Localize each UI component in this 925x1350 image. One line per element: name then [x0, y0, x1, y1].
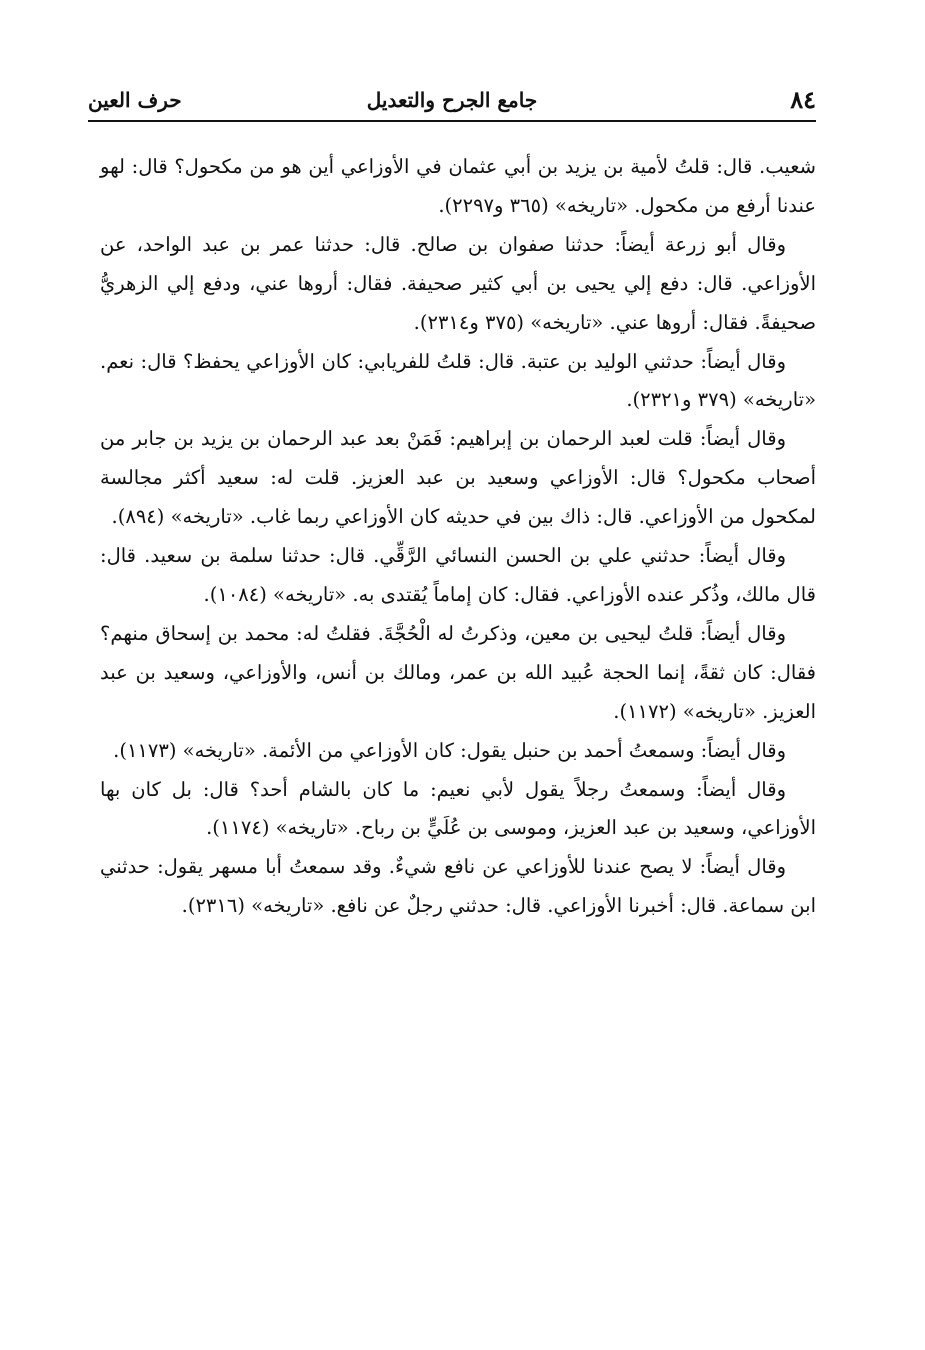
paragraph: وقال أيضاً: حدثني الوليد بن عتبة. قال: قلتُ للفريابي: كان الأوزاعي يحفظ؟ قال: نعم. «تاريخه» (٣٧٩ و٢٣٢١).	[100, 349, 816, 412]
paragraph: وقال أبو زرعة أيضاً: حدثنا صفوان بن صالح. قال: حدثنا عمر بن عبد الواحد، عن الأوزاعي. قال: دفع إلي يحيى بن أبي كثير صحيفة. فقال: أروها عني، ودفع إلي الزهريُّ صحيفةً. فقال: أروها عني. «تاريخه» (٣٧٥ و٢٣١٤).	[100, 232, 816, 334]
paragraph: وقال أيضاً: قلتُ ليحيى بن معين، وذكرتُ له الْحُجَّةَ. فقلتُ له: محمد بن إسحاق منهم؟ فقال: كان ثقةً، إنما الحجة عُبيد الله بن عمر، ومالك بن أنس، والأوزاعي، وسعيد بن عبد العزيز. «تاريخه» (١١٧٢).	[100, 621, 816, 723]
paragraph: وقال أيضاً: حدثني علي بن الحسن النسائي الرَّقِّي. قال: حدثنا سلمة بن سعيد. قال: قال مالك، وذُكر عنده الأوزاعي. فقال: كان إماماً يُقتدى به. «تاريخه» (١٠٨٤).	[100, 544, 816, 606]
paragraph: وقال أيضاً: وسمعتُ رجلاً يقول لأبي نعيم: ما كان بالشام أحد؟ قال: بل كان بها الأوزاعي، وسعيد بن عبد العزيز، وموسى بن عُلَيٍّ بن رباح. «تاريخه» (١١٧٤).	[100, 777, 816, 840]
page-number: ٨٤	[790, 85, 816, 114]
paragraph: وقال أيضاً: وسمعتُ أحمد بن حنبل يقول: كان الأوزاعي من الأئمة. «تاريخه» (١١٧٣).	[113, 738, 786, 762]
paragraph: شعيب. قال: قلتُ لأمية بن يزيد بن أبي عثمان في الأوزاعي أين هو من مكحول؟ قال: لهو عندنا أرفع من مكحول. «تاريخه» (٣٦٥ و٢٢٩٧).	[100, 155, 816, 217]
paragraph: وقال أيضاً: قلت لعبد الرحمان بن إبراهيم: فَمَنْ بعد عبد الرحمان بن يزيد بن جابر من أصحاب مكحول؟ قال: الأوزاعي وسعيد بن عبد العزيز. قلت له: سعيد أكثر مجالسة لمكحول من الأوزاعي. قال: ذاك بين في حديثه كان الأوزاعي ربما غاب. «تاريخه» (٨٩٤).	[100, 427, 816, 529]
body-text	[100, 148, 816, 926]
section-title: حرف العين	[88, 88, 182, 112]
paragraph: وقال أيضاً: لا يصح عندنا للأوزاعي عن نافع شيءٌ. وقد سمعتُ أبا مسهر يقول: حدثني ابن سماعة. قال: أخبرنا الأوزاعي. قال: حدثني رجلٌ عن نافع. «تاريخه» (٢٣١٦).	[100, 855, 816, 918]
page-header	[88, 86, 816, 120]
book-title: جامع الجرح والتعديل	[366, 88, 538, 112]
header-rule	[88, 120, 816, 122]
